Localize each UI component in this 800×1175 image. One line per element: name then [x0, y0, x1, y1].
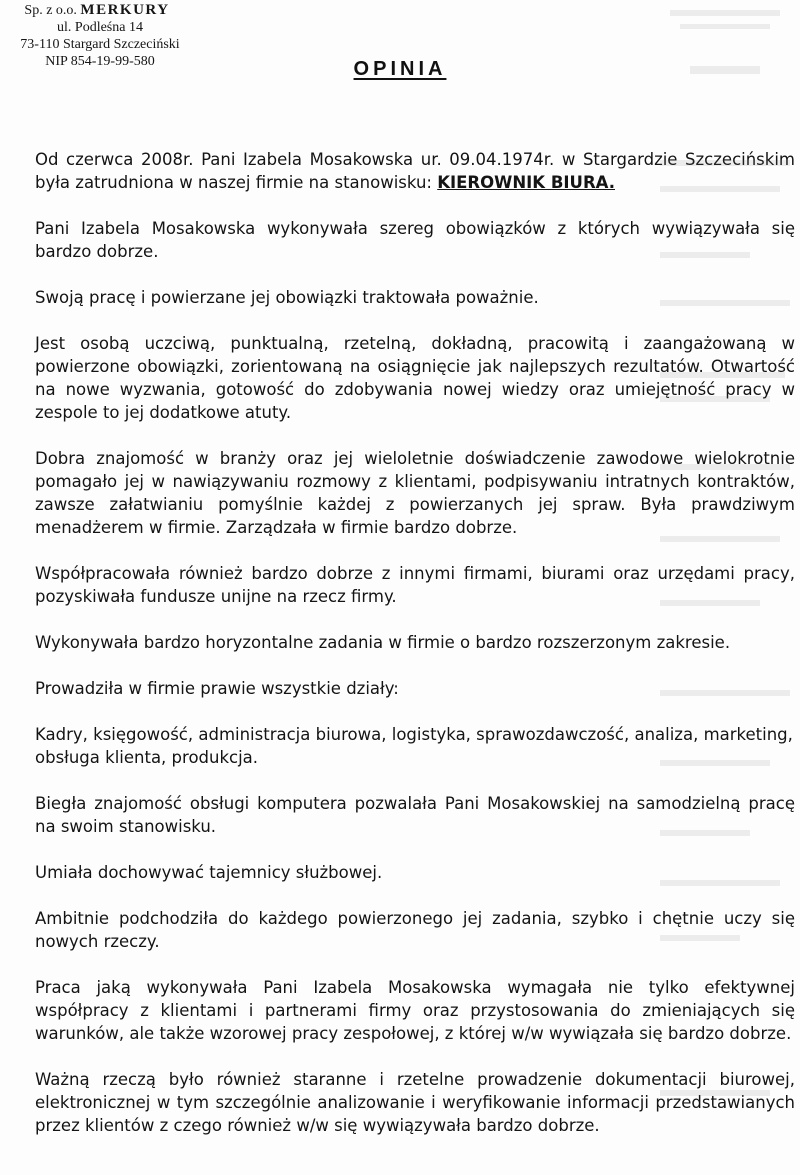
- company-city: 73-110 Stargard Szczeciński: [20, 37, 180, 52]
- paragraph-computer-skills: Biegła znajomość obsługi komputera pozwalała Pani Mosakowskiej na samodzielną pracę na swoim stanowisku.: [35, 794, 795, 836]
- company-nip: NIP 854-19-99-580: [45, 54, 155, 69]
- company-name-line: [0, 2, 200, 19]
- paragraph-cooperation: Współpracowała również bardzo dobrze z innymi firmami, biurami oraz urzędami pracy, pozyskiwała fundusze unijne na rzecz firmy.: [35, 564, 795, 606]
- paragraph-duties: Pani Izabela Mosakowska wykonywała szereg obowiązków z których wywiązywała się bardzo dobrze.: [35, 219, 795, 261]
- document-body: [35, 148, 795, 1160]
- paragraph-confidentiality: Umiała dochowywać tajemnicy służbowej.: [35, 863, 383, 882]
- paragraph-departments-list: Kadry, księgowość, administracja biurowa, logistyka, sprawozdawczość, analiza, marketing, obsługa klienta, produkcja.: [35, 725, 793, 767]
- company-street: ul. Podleśna 14: [57, 20, 143, 35]
- company-name: MERKURY: [80, 2, 170, 18]
- job-position: KIEROWNIK BIURA.: [437, 173, 615, 192]
- paragraph-attitude: Swoją pracę i powierzane jej obowiązki traktowała poważnie.: [35, 288, 539, 307]
- paragraph-tasks: Wykonywała bardzo horyzontalne zadania w firmie o bardzo rozszerzonym zakresie.: [35, 633, 731, 652]
- document-title: OPINIA: [353, 58, 447, 80]
- paragraph-experience: Dobra znajomość w branży oraz jej wieloletnie doświadczenie zawodowe wielokrotnie pomagało jej w nawiązywaniu rozmowy z klientami, podpisywaniu intratnych kontraktów, zawsze załatwianiu pomyślnie każdej z powierzanych jej spraw. Była prawdziwym menadżerem w firmie. Zarządzała w firmie bardzo dobrze.: [35, 449, 795, 537]
- intro-text: Od czerwca 2008r. Pani Izabela Mosakowska ur. 09.04.1974r. w Stargardzie Szczecińskim była zatrudniona w naszej firmie na stanowisku:: [35, 150, 795, 192]
- paragraph-documentation: Ważną rzeczą było również staranne i rzetelne prowadzenie dokumentacji biurowej, elektronicznej w tym szczególnie analizowanie i weryfikowanie informacji przedstawianych przez klientów z czego również w/w się wywiązywała bardzo dobrze.: [35, 1070, 795, 1135]
- paragraph-departments-intro: Prowadziła w firmie prawie wszystkie działy:: [35, 679, 399, 698]
- paragraph-teamwork: Praca jaką wykonywała Pani Izabela Mosakowska wymagała nie tylko efektywnej współpracy z klientami i partnerami firmy oraz przystosowania do zmieniających się warunków, ale także wzorowej pracy zespołowej, z której w/w wywiązała się bardzo dobrze.: [35, 978, 795, 1043]
- intro-paragraph: [35, 148, 795, 194]
- company-prefix: Sp. z o.o.: [24, 3, 77, 18]
- paragraph-qualities: Jest osobą uczciwą, punktualną, rzetelną, dokładną, pracowitą i zaangażowaną w powierzone obowiązki, zorientowaną na osiągnięcie jak najlepszych rezultatów. Otwartość na nowe wyzwania, gotowość do zdobywania nowej wiedzy oraz umiejętność pracy w zespole to jej dodatkowe atuty.: [35, 334, 795, 422]
- paragraph-ambition: Ambitnie podchodziła do każdego powierzonego jej zadania, szybko i chętnie uczy się nowych rzeczy.: [35, 909, 795, 951]
